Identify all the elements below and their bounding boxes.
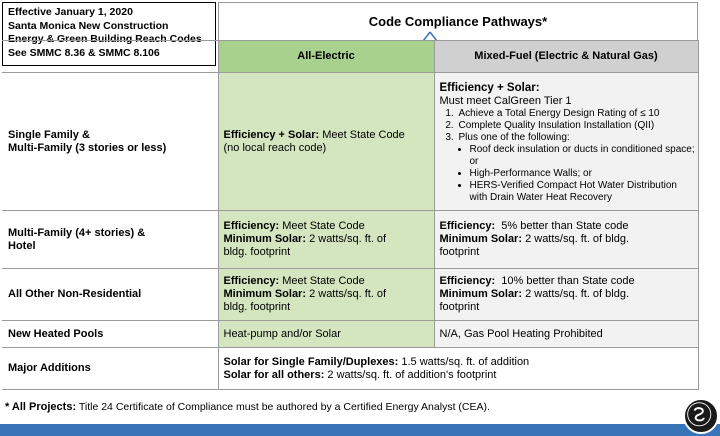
table-row [2,211,698,269]
cell-non-residential-mixed-fuel: Efficiency: 10% better than State code Minimum Solar: 2 watts/sq. ft. of bldg. footprint [434,269,698,321]
row-label-additions: Major Additions [2,348,218,390]
cell-single-family-mixed-fuel: Efficiency + Solar: Must meet CalGreen Tier 1 1. Achieve a Total Energy Design Rating of ≤ 10 2. Complete Quality Insulation Installation (QII) 3. Plus one of the following: • Roof deck insulation or ducts in conditioned space; or • High-Performance Walls; or • HERS-Verified Compact Hot Water Distribution with Drain Water Heat Recovery [434,73,698,211]
list-item: • High-Performance Walls; or [470,168,698,180]
cell-pools-mixed-fuel: N/A, Gas Pool Heating Prohibited [434,321,698,348]
options-list [470,144,698,204]
list-item: 2. Complete Quality Insulation Installation (QII) [457,120,698,132]
row-label-non-residential: All Other Non-Residential [2,269,218,321]
column-header-mixed-fuel: Mixed-Fuel (Electric & Natural Gas) [434,41,698,73]
footnote-label: * All Projects: [5,401,77,413]
codes-description: Energy & Green Building Reach Codes [8,33,202,45]
table-row [2,269,698,321]
cell-pools-all-electric: Heat-pump and/or Solar [218,321,434,348]
cell-multi-family-all-electric: Efficiency: Meet State Code Minimum Solar: 2 watts/sq. ft. of bldg. footprint [218,211,434,269]
list-item: • HERS-Verified Compact Hot Water Distribution with Drain Water Heat Recovery [470,180,698,204]
row-label-multi-family: Multi-Family (4+ stories) & Hotel [2,211,218,269]
bottom-bar [0,424,720,436]
footnote [5,400,490,414]
footnote-text: Title 24 Certificate of Compliance must be authored by a Certified Energy Analyst (CEA). [76,401,490,413]
cell-multi-family-mixed-fuel: Efficiency: 5% better than State code Minimum Solar: 2 watts/sq. ft. of bldg. footprint [434,211,698,269]
table-corner [2,41,218,73]
city-seal-icon [683,398,719,434]
row-label-single-family: Single Family & Multi-Family (3 stories or less) [2,73,218,211]
effective-date: Effective January 1, 2020 [8,6,133,18]
table-row [2,73,698,211]
list-item: 3. Plus one of the following: [457,132,698,144]
cell-single-family-all-electric: Efficiency + Solar: Meet State Code (no local reach code) [218,73,434,211]
code-references: See SMMC 8.36 & SMMC 8.106 [8,46,160,59]
cell-non-residential-all-electric: Efficiency: Meet State Code Minimum Solar: 2 watts/sq. ft. of bldg. footprint [218,269,434,321]
row-label-pools: New Heated Pools [2,321,218,348]
pathways-title: Code Compliance Pathways* [218,2,698,40]
cell-additions: Solar for Single Family/Duplexes: 1.5 watts/sq. ft. of addition Solar for all others: 2 watts/sq. ft. of addition's footprint [218,348,698,390]
table-row [2,348,698,390]
steps-list [457,108,698,144]
list-item: 1. Achieve a Total Energy Design Rating of ≤ 10 [457,108,698,120]
table-row [2,321,698,348]
column-header-all-electric: All-Electric [218,41,434,73]
project-type: Santa Monica New Construction [8,19,169,32]
compliance-table [2,40,699,390]
list-item: • Roof deck insulation or ducts in conditioned space; or [470,144,698,168]
